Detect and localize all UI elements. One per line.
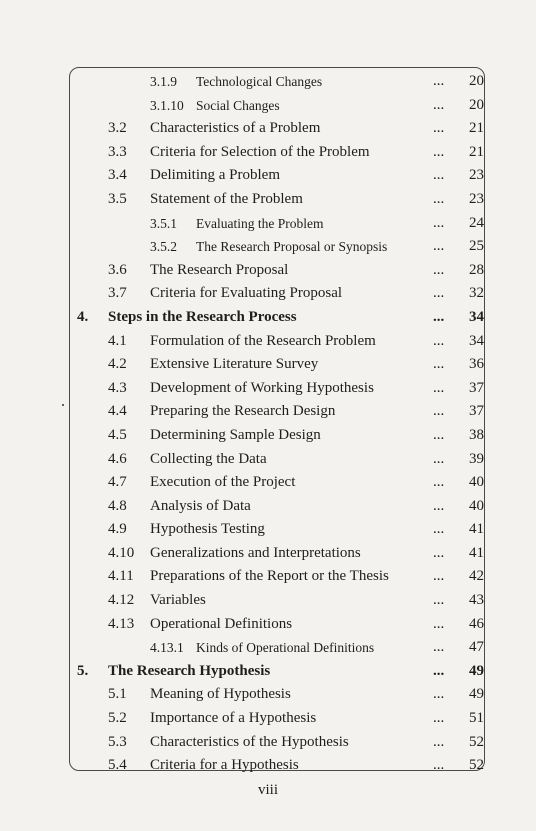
toc-entry-page: 21 [469,120,484,137]
toc-entry-leader: ... [433,308,445,325]
toc-entry [0,448,536,472]
toc-entry-title: Criteria for Selection of the Problem [150,143,370,160]
toc-entry-title: Preparations of the Report or the Thesis [150,568,389,585]
toc-entry-leader: ... [433,356,445,373]
toc-entry [0,141,536,165]
toc-entry-number: 5.4 [108,757,127,774]
toc-entry-number: 4.3 [108,379,127,396]
toc-entry-leader: ... [433,214,445,231]
toc-entry [0,613,536,637]
toc-entry-number: 4.11 [108,568,134,585]
toc-entry-page: 43 [469,592,484,609]
toc-entry-number: 4.6 [108,450,127,467]
toc-entry [0,589,536,613]
toc-entry-title: The Research Proposal or Synopsis [196,239,388,255]
toc-entry-number: 3.4 [108,167,127,184]
toc-entry-title: Development of Working Hypothesis [150,379,374,396]
toc-entry-number: 3.1.10 [150,97,184,113]
toc-entry-page: 34 [469,308,484,325]
toc-entry [0,377,536,401]
toc-entry-leader: ... [433,521,445,538]
toc-entry-page: 23 [469,167,484,184]
toc-entry-title: Generalizations and Interpretations [150,544,361,561]
toc-entry [0,306,536,330]
toc-entry [0,731,536,755]
toc-entry-number: 3.5.2 [150,239,177,255]
toc-entry-title: Criteria for Evaluating Proposal [150,285,343,302]
toc-entry-page: 32 [469,285,484,302]
toc-entry-title: Variables [150,592,206,609]
toc-entry-page: 36 [469,356,484,373]
toc-entry-leader: ... [433,474,445,491]
toc-entry [0,565,536,589]
toc-entry-number: 5.2 [108,710,127,727]
toc-entry-number: 4. [77,308,89,325]
toc-entry-leader: ... [433,120,445,137]
toc-entry-title: Social Changes [196,97,280,113]
toc-entry-leader: ... [433,733,445,750]
toc-entry-title: Determining Sample Design [150,426,321,443]
toc-entry-number: 4.5 [108,426,127,443]
toc-entry-number: 5.3 [108,733,127,750]
toc-entry-page: 28 [469,261,484,278]
toc-entry-title: Meaning of Hypothesis [150,686,291,703]
toc-entry [0,754,536,778]
toc-entry-title: Preparing the Research Design [150,403,336,420]
toc-entry [0,542,536,566]
toc-entry-number: 5. [77,662,89,679]
toc-entry-number: 4.12 [108,592,135,609]
toc-entry-number: 3.2 [108,120,127,137]
toc-entry [0,683,536,707]
toc-entry-leader: ... [433,379,445,396]
toc-entry-leader: ... [433,167,445,184]
toc-entry-number: 4.8 [108,497,127,514]
toc-entry [0,212,536,236]
toc-entry-title: Characteristics of the Hypothesis [150,733,349,750]
toc-entry-title: Execution of the Project [150,474,296,491]
toc-entry-page: 47 [469,639,484,656]
toc-entry-leader: ... [433,757,445,774]
toc-entry [0,471,536,495]
toc-entry-title: Evaluating the Problem [196,215,324,231]
toc-entry-leader: ... [433,686,445,703]
toc-entry-page: 24 [469,214,484,231]
toc-entry-number: 4.7 [108,474,127,491]
toc-entry-title: Criteria for a Hypothesis [150,757,299,774]
toc-entry-title: Collecting the Data [150,450,267,467]
toc-entry-leader: ... [433,544,445,561]
toc-entry-leader: ... [433,592,445,609]
toc-entry-title: Operational Definitions [150,615,293,632]
toc-entry-number: 3.1.9 [150,74,177,89]
toc-entry-title: Extensive Literature Survey [150,356,319,373]
toc-entry [0,235,536,259]
toc-entry [0,424,536,448]
toc-entry-page: 21 [469,143,484,160]
toc-entry [0,660,536,684]
toc-entry-leader: ... [433,238,445,255]
toc-entry-title: Importance of a Hypothesis [150,710,317,727]
toc-entry [0,518,536,542]
toc-entry-title: Statement of the Problem [150,190,303,207]
toc-entry-number: 4.13 [108,615,135,632]
toc-entry [0,188,536,212]
toc-entry-title: The Research Proposal [150,261,289,278]
toc-entry-page: 23 [469,190,484,207]
page-number: viii [257,782,278,798]
toc-entry-leader: ... [433,143,445,160]
toc-entry-page: 20 [469,96,484,113]
toc-entry-leader: ... [433,403,445,420]
toc-entry-number: 3.7 [108,285,127,302]
toc-entry-title: Steps in the Research Process [108,308,297,325]
toc-entry-title: The Research Hypothesis [108,662,271,679]
toc-entry-number: 4.9 [108,521,127,538]
toc-entry-page: 37 [469,403,484,420]
toc-entry [0,636,536,660]
toc-entry [0,330,536,354]
toc-entry-page: 42 [469,568,484,585]
toc-entry-leader: ... [433,450,445,467]
toc-entry-leader: ... [433,285,445,302]
toc-entry-number: 3.5 [108,190,127,207]
toc-entry-page: 46 [469,615,484,632]
toc-entry-number: 3.5.1 [150,215,177,231]
toc-entry-leader: ... [433,662,445,679]
table-of-contents [0,70,536,778]
toc-entry-leader: ... [433,497,445,514]
toc-entry-leader: ... [433,73,445,89]
toc-entry-leader: ... [433,615,445,632]
toc-entry-title: Technological Changes [196,74,323,89]
toc-entry-number: 4.1 [108,332,127,349]
toc-entry [0,400,536,424]
toc-entry-leader: ... [433,426,445,443]
toc-entry-page: 20 [469,73,484,89]
toc-entry-title: Characteristics of a Problem [150,120,321,137]
toc-entry-leader: ... [433,332,445,349]
toc-entry-title: Kinds of Operational Definitions [196,640,375,656]
toc-entry-page: 49 [469,662,484,679]
toc-entry-number: 3.6 [108,261,127,278]
toc-entry-title: Delimiting a Problem [150,167,280,184]
toc-entry-number: 5.1 [108,686,127,703]
toc-entry-page: 25 [469,238,484,255]
toc-entry-number: 4.4 [108,403,127,420]
toc-entry-leader: ... [433,96,445,113]
toc-entry-page: 40 [469,497,484,514]
toc-entry [0,117,536,141]
toc-entry-number: 4.2 [108,356,127,373]
toc-entry-leader: ... [433,568,445,585]
toc-entry-number: 4.13.1 [150,640,184,656]
toc-entry-leader: ... [433,261,445,278]
toc-entry-title: Analysis of Data [150,497,251,514]
toc-entry [0,707,536,731]
toc-entry [0,282,536,306]
toc-entry-page: 51 [469,710,484,727]
toc-entry-leader: ... [433,710,445,727]
toc-entry [0,495,536,519]
toc-entry [0,353,536,377]
toc-entry-page: 41 [469,521,484,538]
toc-entry [0,70,536,94]
toc-entry [0,164,536,188]
toc-entry-leader: ... [433,190,445,207]
toc-entry-page: 39 [469,450,484,467]
toc-entry [0,94,536,118]
toc-entry-number: 3.3 [108,143,127,160]
toc-entry-page: 52 [469,733,484,750]
toc-entry-page: 37 [469,379,484,396]
toc-entry-page: 34 [469,332,484,349]
toc-entry-title: Hypothesis Testing [150,521,265,538]
toc-entry-page: 49 [469,686,484,703]
toc-entry [0,259,536,283]
toc-entry-leader: ... [433,639,445,656]
toc-entry-page: 40 [469,474,484,491]
toc-entry-page: 41 [469,544,484,561]
toc-entry-page: 52 [469,757,484,774]
toc-entry-title: Formulation of the Research Problem [150,332,376,349]
toc-entry-number: 4.10 [108,544,135,561]
toc-entry-page: 38 [469,426,484,443]
